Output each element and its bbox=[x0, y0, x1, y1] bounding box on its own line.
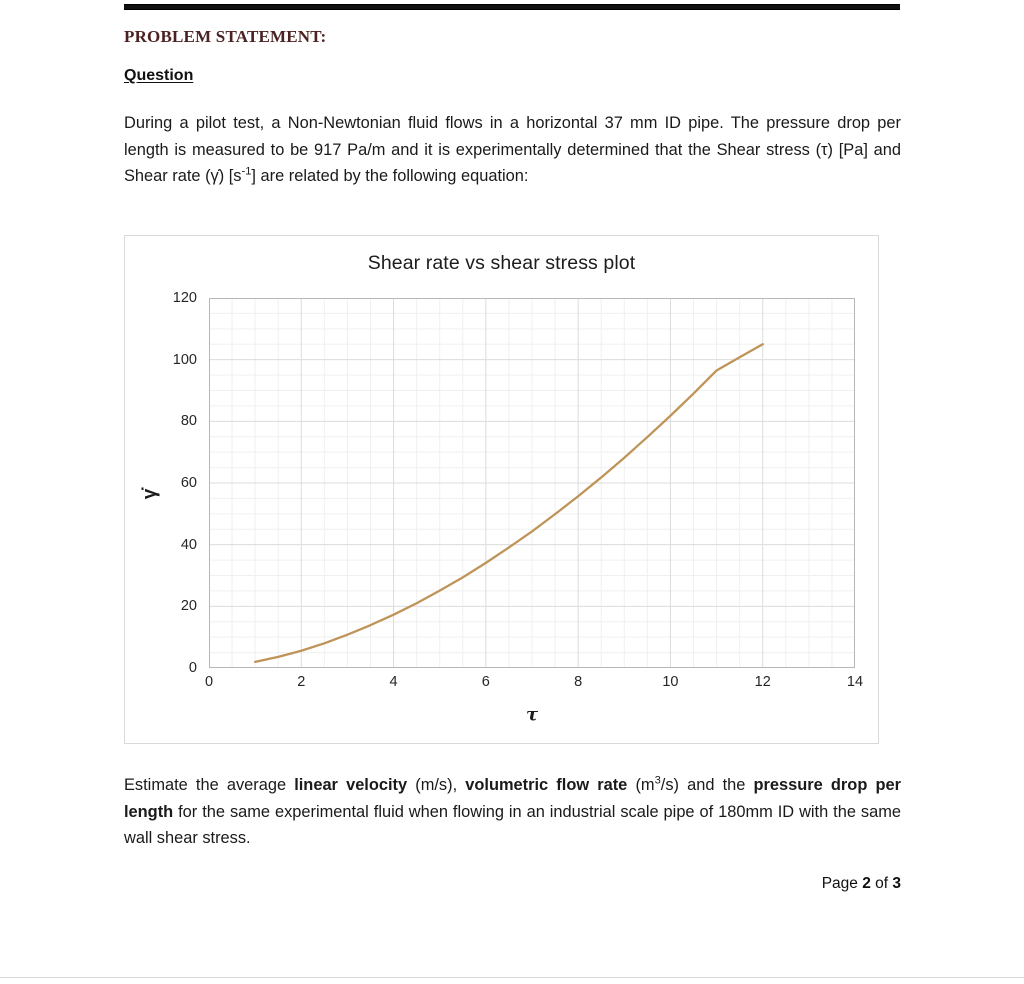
footer-current-page: 2 bbox=[862, 875, 871, 892]
y-tick-label: 100 bbox=[172, 351, 197, 368]
footer-prefix: Page bbox=[821, 875, 863, 892]
intro-paragraph bbox=[124, 110, 901, 190]
y-tick-label: 80 bbox=[180, 413, 197, 430]
chart-svg bbox=[209, 298, 855, 668]
intro-paragraph-text: During a pilot test, a Non-Newtonian fluid flows in a horizontal 37 mm ID pipe. The pressure drop per length is measured to be 917 Pa/m and it is experimentally determined that the Shear stress (τ) [Pa] and Shear rate (γ̇) $[s^{-1}]$ are related by the following equation: bbox=[124, 114, 901, 185]
page-footer bbox=[124, 875, 901, 893]
chart-title: Shear rate vs shear stress plot bbox=[367, 252, 636, 274]
outro-paragraph bbox=[124, 772, 901, 852]
y-tick-label: 40 bbox=[180, 536, 197, 553]
y-axis-title: γ̇ bbox=[139, 488, 161, 500]
x-tick-label: 10 bbox=[662, 674, 679, 690]
y-axis-tick-labels bbox=[125, 290, 203, 676]
page-title: PROBLEM STATEMENT: bbox=[124, 27, 327, 46]
x-tick-label: 8 bbox=[574, 674, 583, 690]
chart-panel bbox=[124, 235, 879, 744]
footer-divider-rule bbox=[0, 977, 1024, 978]
x-axis-title: τ bbox=[525, 704, 539, 725]
y-tick-label: 60 bbox=[180, 475, 197, 491]
y-tick-label: 0 bbox=[188, 660, 197, 676]
question-heading: Question bbox=[124, 67, 194, 84]
header-divider-rule bbox=[124, 4, 900, 10]
footer-total-pages: 3 bbox=[892, 875, 901, 892]
x-tick-label: 4 bbox=[389, 674, 398, 690]
x-tick-label: 0 bbox=[204, 674, 214, 690]
y-tick-label: 20 bbox=[180, 598, 197, 615]
plot-area bbox=[209, 298, 855, 668]
x-tick-label: 2 bbox=[297, 674, 306, 690]
x-axis-tick-labels bbox=[204, 674, 864, 698]
x-tick-label: 14 bbox=[846, 674, 864, 690]
x-tick-label: 6 bbox=[481, 674, 490, 690]
outro-paragraph-text: Estimate the average linear velocity (m/s), volumetric flow rate $(m^3/s)$ and the pressure drop per length for the same experimental fluid when flowing in an industrial scale pipe of 180mm ID with the same wall shear stress. bbox=[124, 774, 901, 847]
x-tick-label: 12 bbox=[754, 674, 771, 690]
footer-middle: of bbox=[870, 875, 893, 892]
y-tick-label: 120 bbox=[172, 290, 197, 306]
